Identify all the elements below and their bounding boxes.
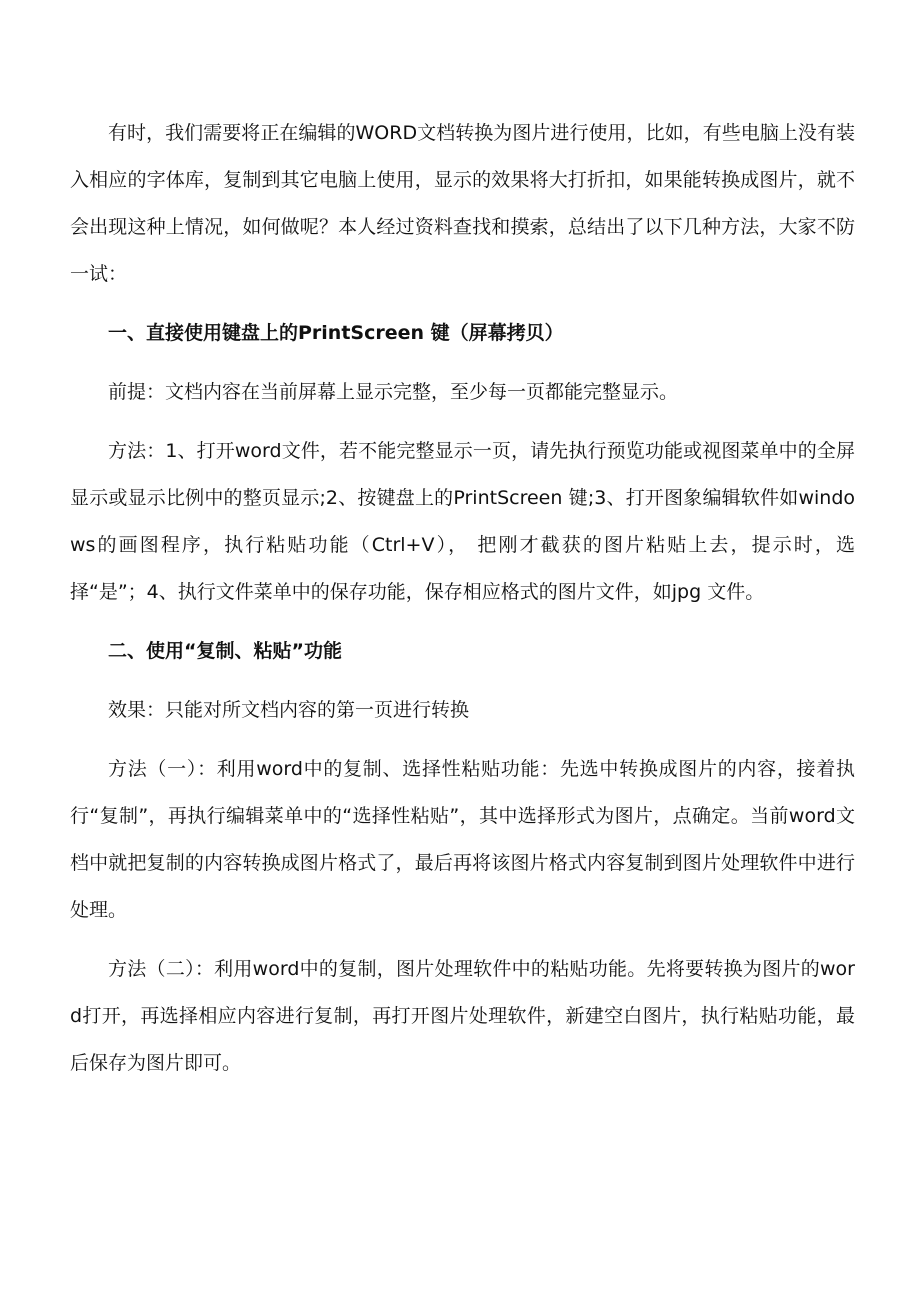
section1-method: 方法：1、打开word文件，若不能完整显示一页，请先执行预览功能或视图菜单中的全屏显示或显示比例中的整页显示;2、按键盘上的PrintScreen 键;3、打开图象编辑软件如windows的画图程序，执行粘贴功能（Ctrl+V）， 把刚才截获的图片粘贴上去，提示时，选择“是”；4、执行文件菜单中的保存功能，保存相应格式的图片文件，如jpg 文件。	[70, 440, 855, 603]
section1-heading: 一、直接使用键盘上的PrintScreen 键（屏幕拷贝）	[108, 322, 564, 344]
section2-effect: 效果：只能对所文档内容的第一页进行转换	[108, 699, 470, 721]
section2-method1: 方法（一）：利用word中的复制、选择性粘贴功能：先选中转换成图片的内容，接着执行“复制”，再执行编辑菜单中的“选择性粘贴”，其中选择形式为图片，点确定。当前word文档中就把复制的内容转换成图片格式了，最后再将该图片格式内容复制到图片处理软件中进行处理。	[70, 758, 855, 921]
section1-premise: 前提：文档内容在当前屏幕上显示完整，至少每一页都能完整显示。	[108, 381, 679, 403]
document-page	[70, 110, 855, 1087]
intro-paragraph: 有时，我们需要将正在编辑的WORD文档转换为图片进行使用，比如，有些电脑上没有装入相应的字体库，复制到其它电脑上使用，显示的效果将大打折扣，如果能转换成图片，就不会出现这种上情况，如何做呢？本人经过资料查找和摸索，总结出了以下几种方法，大家不防一试：	[70, 122, 855, 285]
section2-heading: 二、使用“复制、粘贴”功能	[108, 640, 342, 662]
section2-method2: 方法（二）：利用word中的复制，图片处理软件中的粘贴功能。先将要转换为图片的word打开，再选择相应内容进行复制，再打开图片处理软件，新建空白图片，执行粘贴功能，最后保存为图片即可。	[70, 958, 855, 1074]
